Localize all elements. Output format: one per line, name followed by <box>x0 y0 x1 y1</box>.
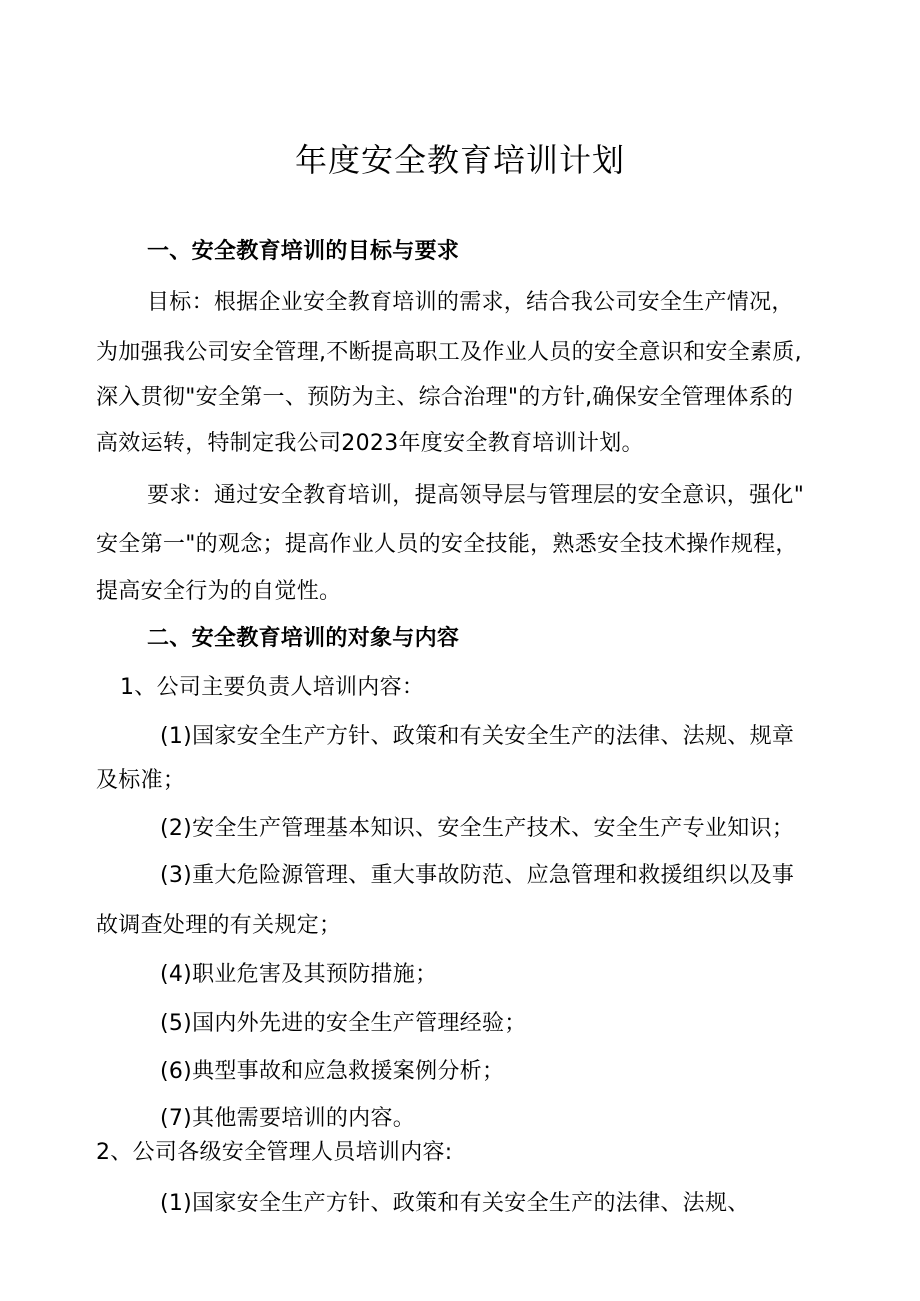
section-heading-1: 一、安全教育培训的目标与要求 <box>147 239 460 264</box>
paragraph-line: 安全第一"的观念；提高作业人员的安全技能，熟悉安全技术操作规程， <box>96 532 798 557</box>
paragraph-line: 目标：根据企业安全教育培训的需求，结合我公司安全生产情况， <box>147 290 794 315</box>
list-item: (5)国内外先进的安全生产管理经验； <box>160 1011 527 1036</box>
section-heading-2: 二、安全教育培训的对象与内容 <box>147 626 460 651</box>
subsection-heading: 1、公司主要负责人培训内容： <box>120 675 425 700</box>
list-item: (3)重大危险源管理、重大事故防范、应急管理和救援组织以及事 <box>160 863 795 888</box>
document-title: 年度安全教育培训计划 <box>294 141 625 179</box>
list-item: (4)职业危害及其预防措施； <box>160 962 438 987</box>
subsection-heading: 2、公司各级安全管理人员培训内容: <box>96 1140 453 1165</box>
list-item: (1)国家安全生产方针、政策和有关安全生产的法律、法规、 <box>160 1191 750 1216</box>
list-item: (7)其他需要培训的内容。 <box>160 1106 416 1131</box>
paragraph-line: 提高安全行为的自觉性。 <box>96 579 342 604</box>
paragraph-line: 深入贯彻"安全第一、预防为主、综合治理"的方针,确保安全管理体系的 <box>96 385 794 410</box>
list-item: (6)典型事故和应急救援案例分析； <box>160 1059 505 1084</box>
list-item-continuation: 及标准； <box>96 768 186 793</box>
list-item: (2)安全生产管理基本知识、安全生产技术、安全生产专业知识； <box>160 816 795 841</box>
paragraph-line: 为加强我公司安全管理,不断提高职工及作业人员的安全意识和安全素质, <box>96 340 802 365</box>
paragraph-line: 高效运转，特制定我公司2023年度安全教育培训计划。 <box>96 431 644 456</box>
list-item-continuation: 故调查处理的有关规定； <box>96 913 342 938</box>
list-item: (1)国家安全生产方针、政策和有关安全生产的法律、法规、规章 <box>160 724 795 749</box>
paragraph-line: 要求：通过安全教育培训，提高领导层与管理层的安全意识，强化" <box>147 483 805 508</box>
